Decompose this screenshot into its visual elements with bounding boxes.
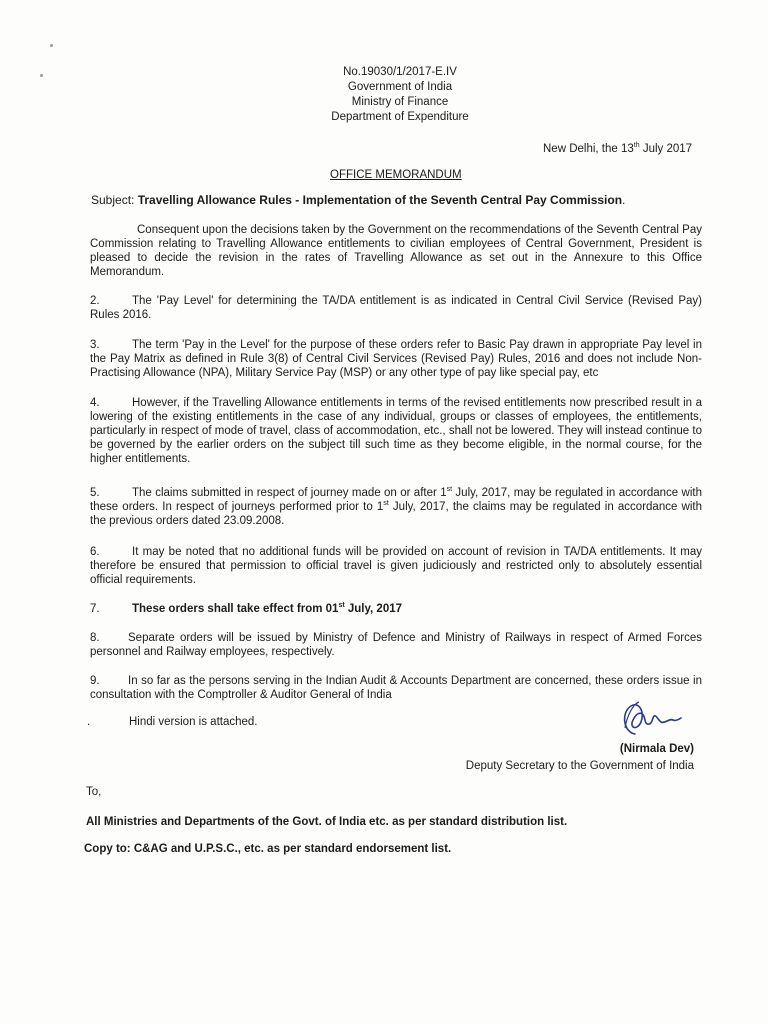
copy-to-line: Copy to: C&AG and U.P.S.C., etc. as per standard endorsement list. bbox=[84, 843, 452, 855]
government-line: Government of India bbox=[347, 81, 453, 93]
to-label: To, bbox=[86, 786, 102, 798]
paragraph-7: 7. These orders shall take effect from 01st July, 2017 bbox=[90, 602, 403, 615]
signatory-name: (Nirmala Dev) bbox=[619, 743, 694, 755]
recipients-line: All Ministries and Departments of the Govt. of India etc. as per standard distribution list. bbox=[86, 816, 568, 828]
paragraph-3: 3. The term 'Pay in the Level' for the purpose of these orders refer to Basic Pay drawn in appropriate Pay level in the Pay Matrix as defined in Rule 3(8) of Central Civil Services (Revised Pay) Rules, 2016 and does not include Non-Practising Allowance (NPA), Military Service Pay (MSP) or any other type of pay like special pay, etc bbox=[90, 339, 702, 379]
reference-number: No.19030/1/2017-E.IV bbox=[343, 66, 457, 78]
paragraph-4: 4. However, if the Travelling Allowance entitlements in terms of the revised entitlements now prescribed result in a lowering of the existing entitlements in the case of any individual, groups or classes of employees, the entitlements, particularly in respect of mode of travel, class of accommodation, etc., shall not be lowered. They will instead continue to be governed by the earlier orders on the subject till such time as they become eligible, in the normal course, for the higher entitlements. bbox=[90, 397, 702, 465]
hindi-note: . Hindi version is attached. bbox=[87, 716, 258, 728]
paragraph-8: 8. Separate orders will be issued by Ministry of Defence and Ministry of Railways in respect of Armed Forces personnel and Railway employees, respectively. bbox=[90, 632, 702, 658]
signature-icon bbox=[615, 698, 685, 738]
header-block bbox=[200, 65, 600, 125]
paragraph-5: 5. The claims submitted in respect of journey made on or after 1st July, 2017, may be regulated in accordance with these orders. In respect of journeys performed prior to 1st July, 2017, the claims may be regulated in accordance with the previous orders dated 23.09.2008. bbox=[90, 486, 702, 527]
scan-speck bbox=[50, 44, 53, 47]
subject-line: Subject: Travelling Allowance Rules - Implementation of the Seventh Central Pay Commission. bbox=[91, 193, 626, 207]
ministry-line: Ministry of Finance bbox=[351, 96, 449, 108]
scan-speck bbox=[40, 74, 43, 77]
paragraph-1: Consequent upon the decisions taken by the Government on the recommendations of the Seventh Central Pay Commission relating to Travelling Allowance entitlements to civilian employees of Central Government, President is pleased to decide the revision in the rates of Travelling Allowance as set out in the Annexure to this Office Memorandum. bbox=[90, 224, 702, 278]
page-title: OFFICE MEMORANDUM bbox=[330, 169, 462, 181]
paragraph-6: 6. It may be noted that no additional funds will be provided on account of revision in TA/DA entitlements. It may therefore be ensured that permission to official travel is given judiciously and restricted only to absolutely essential official requirements. bbox=[90, 546, 702, 586]
department-line: Department of Expenditure bbox=[331, 111, 469, 123]
paragraph-9: 9. In so far as the persons serving in the Indian Audit & Accounts Department are concerned, these orders issue in consultation with the Comptroller & Auditor General of India bbox=[90, 675, 702, 701]
date-line: New Delhi, the 13th July 2017 bbox=[543, 142, 693, 155]
signatory-designation: Deputy Secretary to the Government of India bbox=[465, 760, 694, 772]
paragraph-2: 2. The 'Pay Level' for determining the TA/DA entitlement is as indicated in Central Civil Service (Revised Pay) Rules 2016. bbox=[90, 295, 702, 321]
